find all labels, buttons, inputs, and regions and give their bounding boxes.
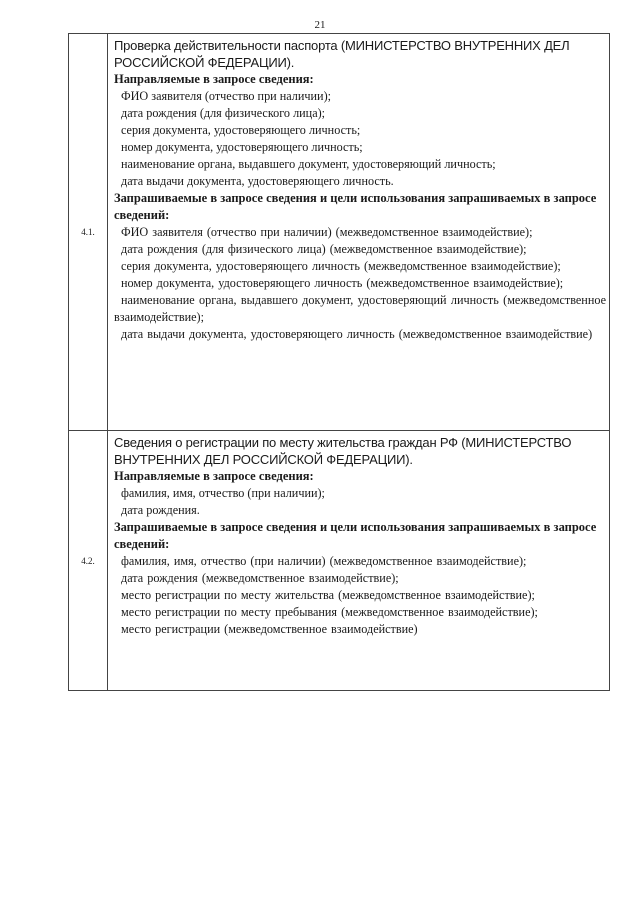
list-item: серия документа, удостоверяющего личность; — [121, 123, 361, 137]
list-item: серия документа, удостоверяющего личность (межведомственное взаимодействие); — [121, 259, 561, 273]
row-content — [108, 34, 610, 431]
page-number: 21 — [314, 19, 326, 31]
list-item: ФИО заявителя (отчество при наличии) (межведомственное взаимодействие); — [121, 225, 533, 239]
list-item: дата рождения (для физического лица) (межведомственное взаимодействие); — [121, 242, 527, 256]
list-item: наименование органа, выдавшего документ, удостоверяющий личность (межведомственное взаимодействие); — [114, 293, 606, 324]
list-item: дата рождения. — [121, 503, 200, 517]
list-item: место регистрации (межведомственное взаимодействие) — [121, 622, 418, 636]
requested-heading: Запрашиваемые в запросе сведения и цели использования запрашиваемых в запросе сведений: — [114, 191, 597, 222]
list-item: дата выдачи документа, удостоверяющего личность. — [121, 174, 394, 188]
list-item: наименование органа, выдавшего документ, удостоверяющий личность; — [121, 157, 496, 171]
row-number: 4.1. — [69, 34, 108, 431]
requested-heading: Запрашиваемые в запросе сведения и цели использования запрашиваемых в запросе сведений: — [114, 520, 597, 551]
row-content — [108, 431, 610, 691]
list-item: дата рождения (межведомственное взаимодействие); — [121, 571, 399, 585]
list-item: фамилия, имя, отчество (при наличии) (межведомственное взаимодействие); — [121, 554, 527, 568]
list-item: номер документа, удостоверяющего личность; — [121, 140, 363, 154]
sent-heading: Направляемые в запросе сведения: — [114, 72, 314, 86]
table-row — [69, 34, 610, 431]
row-title: Сведения о регистрации по месту жительства граждан РФ (МИНИСТЕРСТВО ВНУТРЕННИХ ДЕЛ РОССИЙСКОЙ ФЕДЕРАЦИИ). — [114, 435, 572, 467]
list-item: место регистрации по месту пребывания (межведомственное взаимодействие); — [121, 605, 538, 619]
sent-heading: Направляемые в запросе сведения: — [114, 469, 314, 483]
row-number: 4.2. — [69, 431, 108, 691]
services-table — [68, 33, 610, 691]
list-item: дата выдачи документа, удостоверяющего личность (межведомственное взаимодействие) — [121, 327, 593, 341]
list-item: фамилия, имя, отчество (при наличии); — [121, 486, 325, 500]
row-title: Проверка действительности паспорта (МИНИСТЕРСТВО ВНУТРЕННИХ ДЕЛ РОССИЙСКОЙ ФЕДЕРАЦИИ). — [114, 38, 570, 70]
list-item: дата рождения (для физического лица); — [121, 106, 326, 120]
list-item: место регистрации по месту жительства (межведомственное взаимодействие); — [121, 588, 535, 602]
list-item: ФИО заявителя (отчество при наличии); — [121, 89, 332, 103]
table-row — [69, 431, 610, 691]
list-item: номер документа, удостоверяющего личность (межведомственное взаимодействие); — [121, 276, 564, 290]
